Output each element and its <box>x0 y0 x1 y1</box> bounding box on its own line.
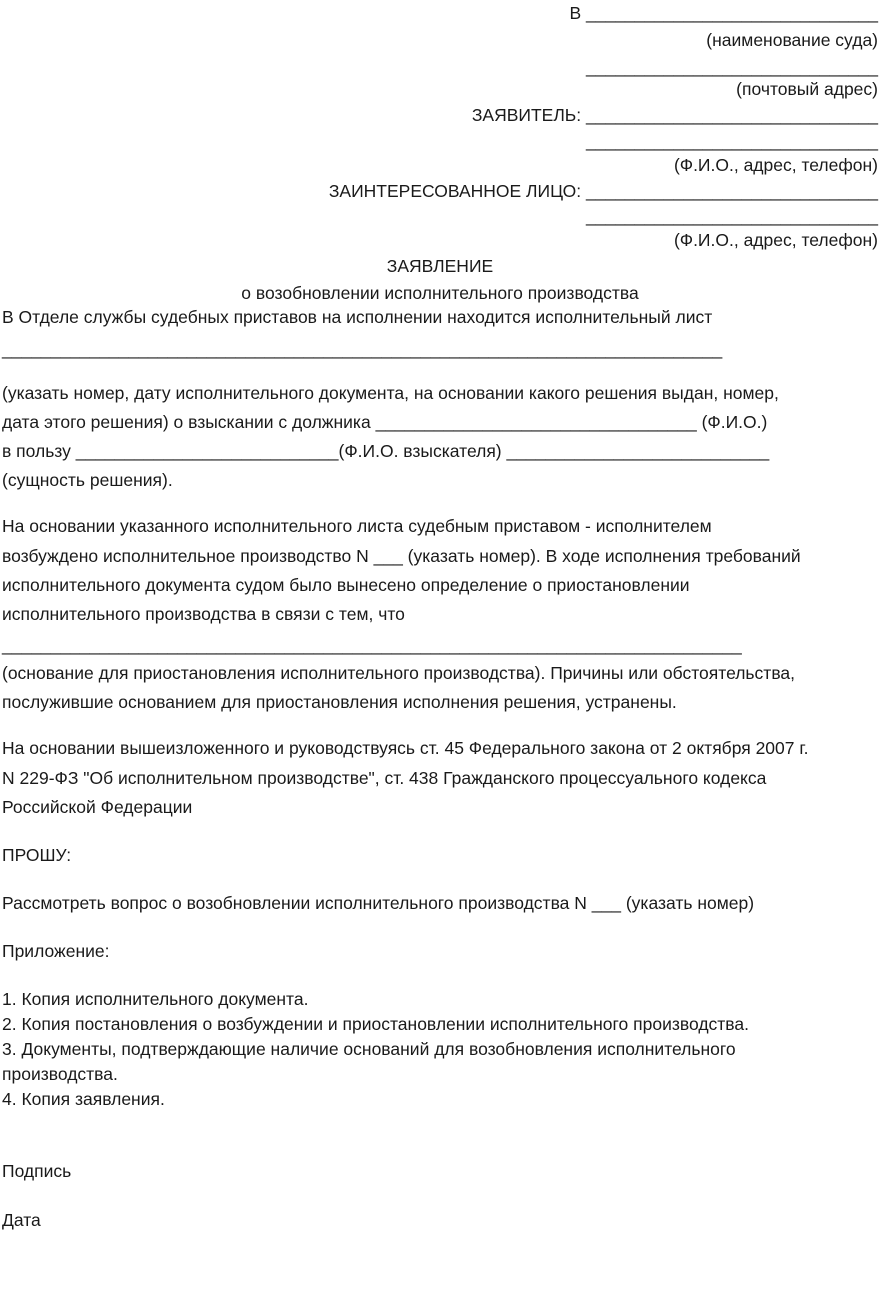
body-line: На основании указанного исполнительного листа судебным приставом - исполнителем <box>2 516 712 536</box>
interested-caption: (Ф.И.О., адрес, телефон) <box>673 230 878 250</box>
date-label: Дата <box>2 1210 41 1230</box>
body-line: возбуждено исполнительное производство N ___ (указать номер). В ходе исполнения требований <box>2 546 801 566</box>
body-line: В Отделе службы судебных приставов на исполнении находится исполнительный лист <box>2 307 713 327</box>
body-line: послужившие основанием для приостановления исполнения решения, устранены. <box>2 692 677 712</box>
address-caption: (почтовый адрес) <box>736 79 878 99</box>
body-line: исполнительного документа судом было вынесено определение о приостановлении <box>2 575 690 595</box>
court-caption: (наименование суда) <box>706 30 878 50</box>
body-line: Российской Федерации <box>2 797 193 817</box>
attachments-heading: Приложение: <box>2 941 110 961</box>
body-line: (указать номер, дату исполнительного документа, на основании какого решения выдан, номер, <box>2 383 779 403</box>
interested-field: ЗАИНТЕРЕСОВАННОЕ ЛИЦО: ______________________________ <box>328 181 878 201</box>
court-field: В ______________________________ <box>569 3 878 23</box>
request-heading: ПРОШУ: <box>2 845 72 865</box>
applicant-field: ЗАЯВИТЕЛЬ: ______________________________ <box>471 105 878 125</box>
body-line: (сущность решения). <box>2 470 173 490</box>
body-line: исполнительного производства в связи с тем, что <box>2 604 405 624</box>
body-line: в пользу ___________________________(Ф.И.О. взыскателя) ___________________________ <box>2 441 770 461</box>
address-field: ______________________________ <box>586 57 878 77</box>
document-title: ЗАЯВЛЕНИЕ <box>386 256 494 276</box>
blank-line: ____________________________________________________________________________ <box>2 635 742 655</box>
signature-label: Подпись <box>2 1161 72 1181</box>
applicant-field-2: ______________________________ <box>586 131 878 151</box>
request-text: Рассмотреть вопрос о возобновлении исполнительного производства N ___ (указать номер) <box>2 893 755 913</box>
applicant-caption: (Ф.И.О., адрес, телефон) <box>673 155 878 175</box>
attachment-item: производства. <box>2 1064 118 1084</box>
attachment-item: 1. Копия исполнительного документа. <box>2 989 309 1009</box>
body-line: (основание для приостановления исполнительного производства). Причины или обстоятельства, <box>2 663 796 683</box>
body-line: N 229-ФЗ "Об исполнительном производстве", ст. 438 Гражданского процессуального кодекса <box>2 768 767 788</box>
body-line: На основании вышеизложенного и руководствуясь ст. 45 Федерального закона от 2 октября 2007 г. <box>2 738 809 758</box>
attachment-item: 2. Копия постановления о возбуждении и приостановлении исполнительного производства. <box>2 1014 749 1034</box>
blank-line: __________________________________________________________________________ <box>2 339 723 359</box>
interested-field-2: ______________________________ <box>586 206 878 226</box>
attachment-item: 4. Копия заявления. <box>2 1089 165 1109</box>
document-subtitle: о возобновлении исполнительного производства <box>241 283 639 303</box>
attachment-item: 3. Документы, подтверждающие наличие оснований для возобновления исполнительного <box>2 1039 736 1059</box>
body-line: дата этого решения) о взыскании с должника _________________________________ (Ф.И.О.) <box>2 412 768 432</box>
